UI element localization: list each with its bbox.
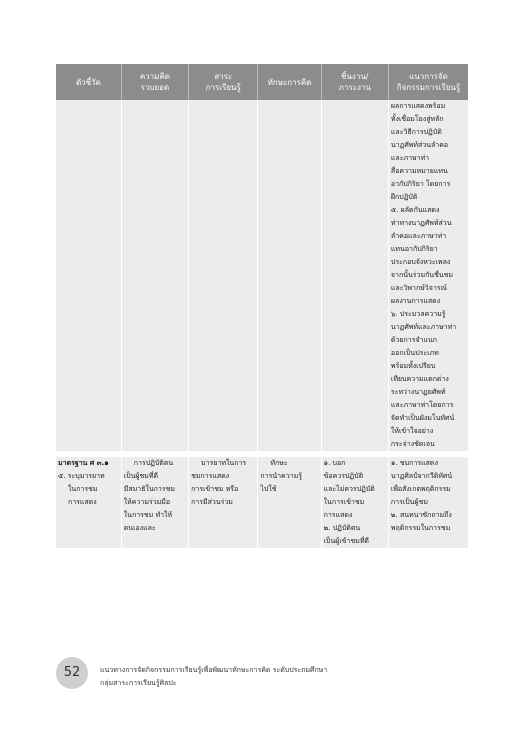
cell-indicator: มาตรฐาน ศ ๓.๑ ๕. ระบุมารยาท ในการชม การแสดง	[56, 457, 121, 548]
table-row	[56, 457, 468, 548]
cell-thinking-skill	[258, 100, 321, 451]
header-thinking-skill: ทักษะการคิด	[258, 64, 321, 100]
cell-indicator	[56, 100, 121, 451]
footer-text	[100, 664, 327, 690]
header-activity-guide: แนวการจัด กิจกรรมการเรียนรู้	[388, 64, 468, 100]
cell-workpiece	[321, 100, 388, 451]
cell-thinking-skill: ทักษะ การนำความรู้ ไปใช้	[258, 457, 321, 548]
cell-workpiece: ๑. บอก ข้อควรปฏิบัติ และไม่ควรปฏิบัติ ในการเข้าชม การแสดง ๒. ปฏิบัติตน เป็นผู้เข้าชมที่ดี	[321, 457, 388, 548]
header-concept: ความคิด รวบยอด	[121, 64, 188, 100]
table-row	[56, 100, 468, 451]
cell-learning-content	[189, 100, 258, 451]
cell-activity-guide: ๑. ชมการแสดง นาฏศิลป์จากวีดิทัศน์ เพื่อสังเกตพฤติกรรม การเป็นผู้ชม ๒. สนทนาซักถามถึง พฤติกรรมในการชม	[388, 457, 468, 548]
header-learning-content: สาระ การเรียนรู้	[189, 64, 258, 100]
cell-concept: การปฏิบัติตน เป็นผู้ชมที่ดี มีสมาธิในการชม ให้ความร่วมมือ ในการชม ทำให้ ตนเองและ	[121, 457, 188, 548]
table-header-row	[56, 64, 468, 100]
cell-concept	[121, 100, 188, 451]
curriculum-table	[56, 64, 468, 548]
page-number: 52	[56, 657, 88, 689]
header-indicator: ตัวชี้วัด	[56, 64, 121, 100]
footer-line-subject: กลุ่มสาระการเรียนรู้ศิลปะ	[100, 679, 177, 687]
footer-line-title: แนวทางการจัดกิจกรรมการเรียนรู้เพื่อพัฒนาทักษะการคิด ระดับประถมศึกษา	[100, 666, 328, 674]
header-workpiece: ชิ้นงาน/ ภาระงาน	[321, 64, 388, 100]
cell-learning-content: มารยาทในการ ชมการแสดง การเข้าชม หรือ การมีส่วนร่วม	[189, 457, 258, 548]
cell-activity-guide: ผลการแสดงพร้อม ทั้งเชื่อมโยงสู่หลัก และวิธีการปฏิบัติ นาฏศัพท์ส่วนลำคอ และภาษาท่า สื่อความหมายแทน อากัปกิริยา โดยการ ฝึกปฏิบัติ ๕. ผลัดกันแสดง ท่าทางนาฏศัพท์ส่วน ลำคอและภาษาท่า แทนอากัปกิริยา ประกอบจังหวะเพลง จากนั้นร่วมกันชื่นชม และวิพากษ์วิจารณ์ ผลงานการแสดง ๖. ประมวลความรู้ นาฏศัพท์และภาษาท่า ด้วยการจำแนก ออกเป็นประเภท พร้อมทั้งเปรียบ เทียบความแตกต่าง ระหว่างนาฏยศัพท์ และภาษาท่าโดยการ จัดทำเป็นผังมโนทัศน์ ให้เข้าใจอย่าง กระจ่างชัดเจน	[388, 100, 468, 451]
